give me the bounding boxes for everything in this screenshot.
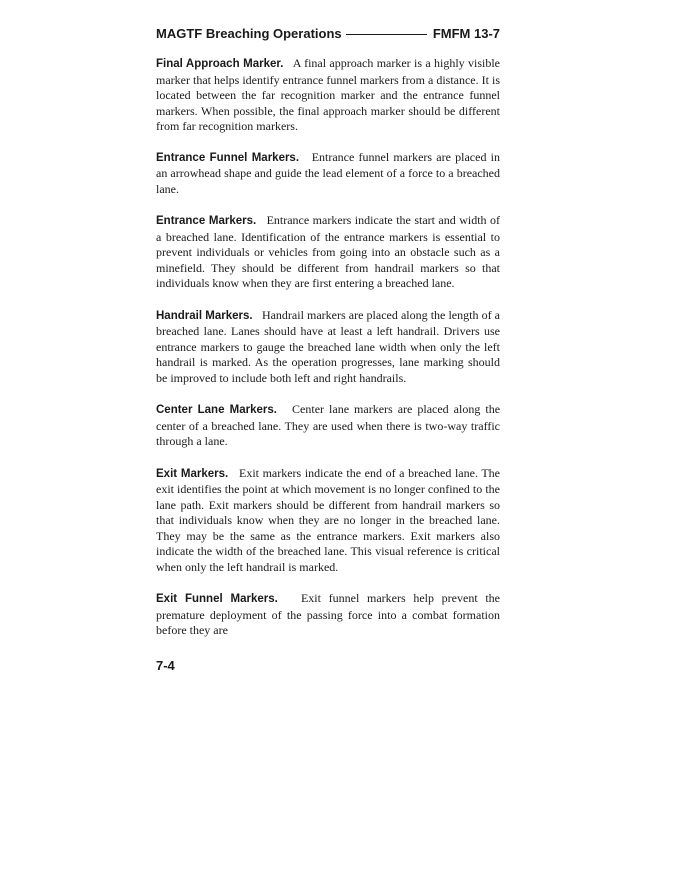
paragraph-text: Center lane markers are placed along the center of a breached lane. They are used when there is two-way traffic through a lane. bbox=[156, 402, 501, 448]
header-rule bbox=[346, 34, 427, 35]
paragraph-exit-markers bbox=[156, 466, 500, 576]
paragraph-entrance-funnel-markers bbox=[156, 150, 500, 198]
paragraph-term: Exit Markers. bbox=[156, 467, 229, 480]
paragraph-handrail-markers bbox=[156, 308, 500, 387]
paragraph-text: Exit markers indicate the end of a breached lane. The exit identifies the point at which movement is no longer confined to the lane path. Exit markers should be different from handrail markers so that individuals know when they are no longer in the breached lane. They may be the same as the entrance markers. Exit markers also indicate the width of the breached lane. This visual reference is critical when only the left handrail is marked. bbox=[156, 465, 500, 574]
page-number: 7-4 bbox=[156, 657, 175, 673]
paragraph-text: Exit funnel markers help prevent the premature deployment of the passing force into a combat formation before they are bbox=[156, 591, 501, 637]
paragraph-exit-funnel-markers bbox=[156, 591, 500, 639]
paragraph-text: Entrance markers indicate the start and width of a breached lane. Identification of the entrance markers is essential to prevent individuals or vehicles from going into an obstacle such as a minefield. They should be different from handrail markers so that individuals know when they are first entering a breached lane. bbox=[156, 213, 501, 290]
paragraph-term: Final Approach Marker. bbox=[156, 58, 284, 70]
paragraph-center-lane-markers bbox=[156, 402, 500, 450]
paragraph-text: A final approach marker is a highly visible marker that helps identify entrance funnel markers from a distance. It is located between the far recognition marker and the entrance funnel markers. When possible, the final approach marker should be different from far recognition markers. bbox=[156, 56, 500, 133]
paragraph-text: Handrail markers are placed along the length of a breached lane. Lanes should have at least a left handrail. Drivers use entrance markers to gauge the breached lane width when only the left handrail is marked. As the operation progresses, lane marking should be improved to include both left and right handrails. bbox=[156, 307, 500, 385]
paragraph-term: Center Lane Markers. bbox=[156, 404, 277, 416]
paragraph-text: Entrance funnel markers are placed in an arrowhead shape and guide the lead element of a force to a breached lane. bbox=[156, 149, 500, 196]
running-header bbox=[156, 22, 500, 44]
paragraph-term: Entrance Funnel Markers. bbox=[156, 151, 300, 164]
paragraph-term: Exit Funnel Markers. bbox=[156, 593, 278, 605]
header-title: MAGTF Breaching Operations bbox=[156, 25, 342, 41]
paragraph-term: Entrance Markers. bbox=[156, 215, 257, 227]
paragraph-final-approach-marker bbox=[156, 56, 500, 135]
paragraph-term: Handrail Markers. bbox=[156, 309, 253, 322]
document-page bbox=[156, 22, 500, 673]
header-publication-number: FMFM 13-7 bbox=[432, 25, 500, 41]
paragraph-entrance-markers bbox=[156, 213, 500, 292]
